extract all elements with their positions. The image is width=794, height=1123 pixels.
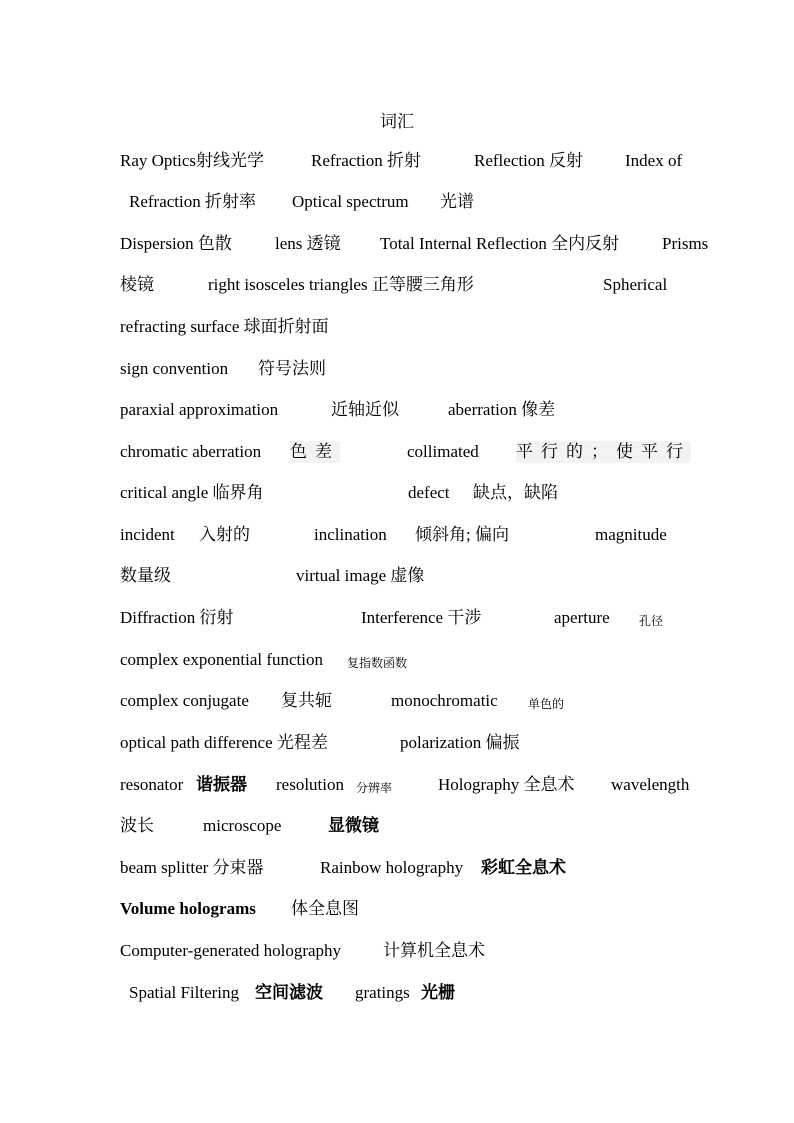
vocab-entry: 缺点，缺陷 [473,483,558,502]
vocab-entry: 入射的 [199,525,250,544]
vocab-entry: resolution [276,775,344,794]
vocab-entry: wavelength [611,775,690,794]
vocab-entry: Ray Optics射线光学 [120,151,265,170]
page-title: 词汇 [380,112,414,131]
vocab-entry: 分辨率 [356,781,393,795]
vocab-entry: 计算机全息术 [383,941,485,960]
vocab-entry: magnitude [595,525,667,544]
vocab-entry: 倾斜角; 偏向 [415,525,509,544]
vocab-entry: Volume holograms [120,899,256,918]
vocab-entry: Holography 全息术 [438,775,575,794]
vocab-entry: 色差 [290,442,340,461]
vocab-entry: refracting surface 球面折射面 [120,317,329,336]
vocab-entry: complex conjugate [120,691,249,710]
vocab-entry: 谐振器 [196,775,247,794]
vocab-entry: lens 透镜 [275,234,341,253]
vocab-entry: 近轴近似 [331,400,399,419]
vocab-entry: defect [408,483,450,502]
vocab-entry: 符号法则 [258,359,326,378]
vocab-entry: Refraction 折射率 [129,192,256,211]
vocab-entry: beam splitter 分束器 [120,858,264,877]
vocab-entry: 波长 [120,816,154,835]
vocab-entry: 数量级 [120,566,171,585]
vocab-entry: incident [120,525,175,544]
vocab-entry: sign convention [120,359,229,378]
vocab-entry: 单色的 [528,697,565,711]
vocab-entry: chromatic aberration [120,442,262,461]
vocab-entry: Reflection 反射 [474,151,584,170]
vocab-entry: aberration 像差 [448,400,556,419]
vocab-entry: 复共轭 [281,691,332,710]
vocab-entry: monochromatic [391,691,498,710]
vocab-entry: Total Internal Reflection 全内反射 [380,234,620,253]
vocab-entry: Interference 干涉 [361,608,482,627]
vocab-entry: aperture [554,608,610,627]
vocab-entry: inclination [314,525,387,544]
vocab-entry: resonator [120,775,184,794]
vocab-entry: 孔径 [639,614,664,628]
vocab-entry: paraxial approximation [120,400,279,419]
vocab-entry: collimated [407,442,479,461]
vocab-entry: virtual image 虚像 [296,566,425,585]
vocab-entry: 平行的；使平行 [516,442,691,461]
vocab-entry: 棱镜 [120,275,154,294]
vocab-entry: microscope [203,816,282,835]
vocab-entry: Spherical [603,275,668,294]
vocab-entry: 光谱 [440,192,474,211]
vocab-entry: Prisms [662,234,709,253]
vocab-entry: Spatial Filtering [129,983,240,1002]
vocab-entry: 光栅 [421,983,455,1002]
vocab-entry: Index of [625,151,683,170]
vocab-entry: Optical spectrum [292,192,409,211]
vocab-entry: Diffraction 衍射 [120,608,234,627]
vocab-entry: 复指数函数 [347,656,408,670]
vocab-entry: optical path difference 光程差 [120,733,328,752]
vocab-entry: Computer-generated holography [120,941,342,960]
vocab-entry: polarization 偏振 [400,733,520,752]
vocab-entry: critical angle 临界角 [120,483,264,502]
vocab-entry: 显微镜 [328,816,379,835]
vocab-entry: Rainbow holography [320,858,464,877]
vocab-entry: right isosceles triangles 正等腰三角形 [208,275,474,294]
vocab-entry: 彩虹全息术 [481,858,566,877]
vocab-entry: 体全息图 [291,899,359,918]
vocab-entry: Refraction 折射 [311,151,421,170]
vocab-entry: 空间滤波 [255,983,323,1002]
vocab-entry: complex exponential function [120,650,323,669]
vocab-entry: Dispersion 色散 [120,234,232,253]
vocab-entry: gratings [355,983,410,1002]
